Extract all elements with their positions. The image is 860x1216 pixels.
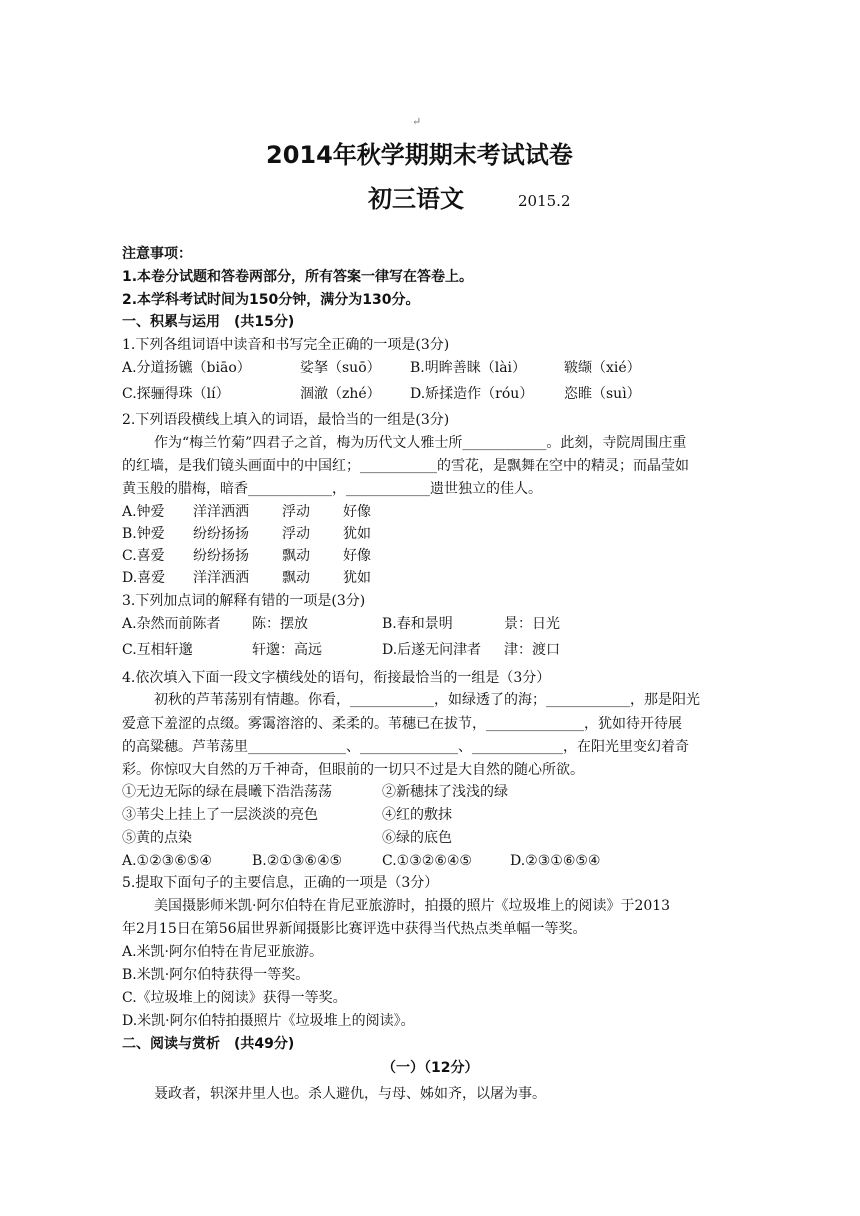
q5-passage-line2: 年2月15日在第56届世界新闻摄影比赛评选中获得当代热点类单幅一等奖。 [122,921,587,937]
q4-item-4: ④红的敷抹 [382,807,452,823]
q3-option-d: D.后遂无问津者 [382,642,482,658]
note-1: 1.本卷分试题和答卷两部分，所有答案一律写在答卷上。 [122,269,474,285]
q3-option-b: B.春和景明 [382,616,453,632]
section-2-part-1: （一）（12分） [382,1060,479,1076]
q1-option-c2: 涸澈（zhé） [300,386,381,402]
q2-d-2: 洋洋洒洒 [193,570,249,586]
q3-option-c-gloss: 轩邈：高远 [252,642,322,658]
q3-option-c: C.互相轩邈 [122,642,193,658]
note-2: 2.本学科考试时间为150分钟，满分为130分。 [122,292,420,308]
q4-passage-line1: 初秋的芦苇荡别有情趣。你看，____________，如绿透了的海；____________，那是阳光 [154,692,700,708]
q2-passage-line1: 作为“梅兰竹菊”四君子之首，梅为历代文人雅士所____________。此刻，寺院周围庄重 [154,435,687,451]
q2-d-1: D.喜爱 [122,570,166,586]
q3-stem: 3.下列加点词的解释有错的一项是(3分) [122,593,366,609]
q1-option-a: A.分道扬镳（biāo） [122,360,251,376]
section-1-heading: 一、积累与运用 (共15分) [122,314,295,330]
q2-c-4: 好像 [343,548,371,564]
q5-option-b: B.米凯·阿尔伯特获得一等奖。 [122,967,310,983]
q3-option-b-gloss: 景：日光 [504,616,560,632]
q4-passage-line2: 爱意下羞涩的点缀。雾霭溶溶的、柔柔的。苇穗已在拔节，______________，犹如待开待展 [122,716,682,732]
q2-b-3: 浮动 [282,526,310,542]
q2-c-1: C.喜爱 [122,548,165,564]
q4-stem: 4.依次填入下面一段文字横线处的语句，衔接最恰当的一组是（3分） [122,670,551,686]
q2-c-3: 飘动 [282,548,310,564]
q2-b-2: 纷纷扬扬 [193,526,249,542]
q4-answer-c: C.①③②⑥④⑤ [382,853,472,869]
q1-option-b2: 皲缬（xié） [564,360,641,376]
q5-option-d: D.米凯·阿尔伯特拍摄照片《垃圾堆上的阅读》。 [122,1013,415,1029]
q3-option-a-gloss: 陈：摆放 [252,616,308,632]
q1-option-d2: 恣睢（suì） [564,386,641,402]
q2-a-4: 好像 [343,504,371,520]
return-mark: ↵ [412,115,422,128]
q2-a-3: 浮动 [282,504,310,520]
q1-stem: 1.下列各组词语中读音和书写完全正确的一项是(3分) [122,337,450,353]
q1-option-d: D.矫揉造作（róu） [410,386,534,402]
q4-answer-b: B.②①③⑥④⑤ [252,853,343,869]
q4-answer-d: D.②③①⑥⑤④ [510,853,601,869]
q2-d-3: 飘动 [282,570,310,586]
q4-item-5: ⑤黄的点染 [122,830,192,846]
section-2-heading: 二、阅读与赏析 (共49分) [122,1036,295,1052]
q2-b-4: 犹如 [343,526,371,542]
q4-item-6: ⑥绿的底色 [382,830,452,846]
q5-option-a: A.米凯·阿尔伯特在肯尼亚旅游。 [122,944,324,960]
q2-stem: 2.下列语段横线上填入的词语，最恰当的一组是(3分) [122,412,450,428]
q5-passage-line1: 美国摄影师米凯·阿尔伯特在肯尼亚旅游时，拍摄的照片《垃圾堆上的阅读》于2013 [154,898,671,914]
q3-option-d-gloss: 津：渡口 [504,642,560,658]
q2-a-1: A.钟爱 [122,504,165,520]
q2-passage-line3: 黄玉般的腊梅，暗香____________，____________遗世独立的佳人。 [122,481,542,497]
q1-option-c: C.探骊得珠（lí） [122,386,230,402]
q1-option-a2: 娑拏（suō） [300,360,381,376]
q4-item-2: ②新穗抹了浅浅的绿 [382,784,508,800]
q4-item-3: ③苇尖上挂上了一层淡淡的亮色 [122,807,318,823]
q4-item-1: ①无边无际的绿在晨曦下浩浩荡荡 [122,784,332,800]
notes-heading: 注意事项： [122,246,192,262]
q5-stem: 5.提取下面句子的主要信息，正确的一项是（3分） [122,875,439,891]
q1-option-b: B.明眸善睐（lài） [410,360,527,376]
exam-date: 2015.2 [518,192,571,210]
q4-passage-line4: 彩。你惊叹大自然的万千神奇，但眼前的一切只不过是大自然的随心所欲。 [122,762,584,778]
q4-answer-a: A.①②③⑥⑤④ [122,853,212,869]
q2-passage-line2: 的红墙，是我们镜头画面中的中国红；___________的雪花，是飘舞在空中的精灵；而晶莹如 [122,458,689,474]
q4-passage-line3: 的高粱穗。芦苇荡里______________、______________、_____________，在阳光里变幻着奇 [122,739,689,755]
reading-passage-line1: 聂政者，轵深井里人也。杀人避仇，与母、姊如齐，以屠为事。 [154,1086,546,1102]
q2-c-2: 纷纷扬扬 [193,548,249,564]
exam-title: 2014年秋学期期末考试试卷 [266,141,573,169]
subject-title: 初三语文 [368,185,464,213]
q2-b-1: B.钟爱 [122,526,165,542]
q3-option-a: A.杂然而前陈者 [122,616,221,632]
q5-option-c: C.《垃圾堆上的阅读》获得一等奖。 [122,990,347,1006]
q2-d-4: 犹如 [343,570,371,586]
q2-a-2: 洋洋洒洒 [193,504,249,520]
